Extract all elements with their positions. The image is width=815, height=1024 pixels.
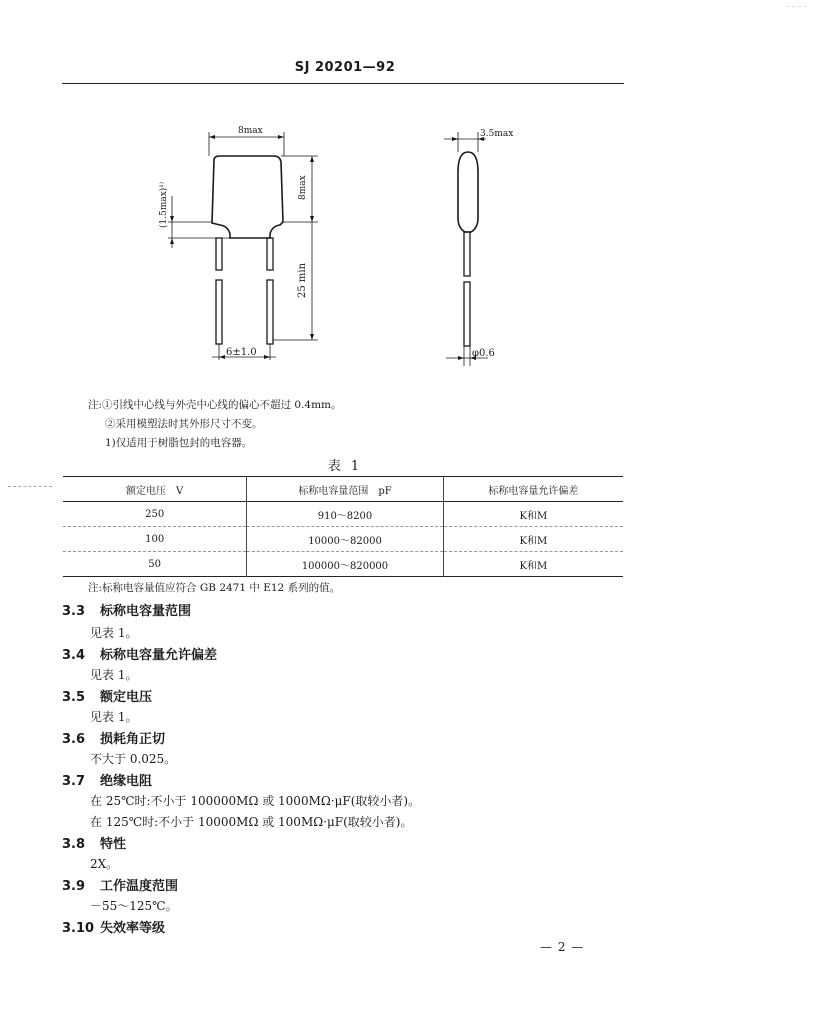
section-heading <box>62 644 217 663</box>
section-number: 3.8 <box>62 837 86 852</box>
figure-notes <box>88 396 342 453</box>
section-number: 3.9 <box>62 879 86 894</box>
header-rated-voltage: 额定电压 V <box>63 477 247 502</box>
section-body: 在 125℃时:不小于 10000MΩ 或 100MΩ·μF(取较小者)。 <box>90 815 413 829</box>
table-row <box>63 552 623 577</box>
shoulder-height-label: (1.5max)¹⁾ <box>159 181 169 228</box>
section-number: 3.10 <box>62 921 95 936</box>
section-body: －55～125℃。 <box>90 899 178 913</box>
section-number: 3.5 <box>62 690 86 705</box>
note-line-1 <box>88 396 342 415</box>
section-number: 3.6 <box>62 732 86 747</box>
lead-spacing-label: 6±1.0 <box>226 347 257 358</box>
header-tolerance: 标称电容量允许偏差 <box>488 485 579 497</box>
section-number: 3.4 <box>62 648 86 663</box>
section-heading <box>62 875 178 894</box>
cell-range: 10000～82000 <box>247 527 443 552</box>
cell-range: 910～8200 <box>247 502 443 527</box>
spec-table <box>63 476 623 577</box>
cell-range: 100000～820000 <box>247 552 443 577</box>
section-body: 见表 1。 <box>90 668 138 682</box>
section-title: 标称电容量允许偏差 <box>100 648 218 663</box>
table-caption: 表 1 <box>327 459 363 474</box>
cell-voltage: 100 <box>63 527 247 552</box>
section-body: 见表 1。 <box>90 710 138 724</box>
page-number: — 2 — <box>540 940 585 954</box>
capacitor-outline-drawing <box>0 0 815 400</box>
note-item: ①引线中心线与外壳中心线的偏心不超过 0.4mm。 <box>102 399 342 411</box>
section-title: 特性 <box>100 837 127 852</box>
table-row <box>63 527 623 552</box>
scan-artifact-mark: ·· ·· ·· ·· <box>786 4 807 11</box>
note-line-2 <box>88 415 342 434</box>
front-width-label: 8max <box>238 126 263 136</box>
section-heading <box>62 917 165 936</box>
note-prefix: 注: <box>88 399 103 411</box>
section-title: 绝缘电阻 <box>100 774 153 789</box>
side-thickness-label: 3.5max <box>480 129 514 139</box>
lead-diameter-label: φ0.6 <box>472 348 495 359</box>
section-title: 失效率等级 <box>100 921 166 936</box>
section-heading <box>62 833 126 852</box>
cell-voltage: 50 <box>63 552 247 577</box>
note-item: ②采用模塑法时其外形尺寸不变。 <box>105 418 263 430</box>
section-body: 不大于 0.025。 <box>90 752 177 766</box>
front-height-label: 8max <box>298 175 308 200</box>
cell-tolerance: K和M <box>519 560 548 572</box>
note-item: 1)仅适用于树脂包封的电容器。 <box>105 437 253 449</box>
note-line-3 <box>88 434 342 453</box>
section-heading <box>62 770 152 789</box>
document-code: SJ 20201—92 <box>294 60 396 75</box>
section-title: 损耗角正切 <box>100 732 166 747</box>
cell-tolerance: K和M <box>519 510 548 522</box>
section-body: 在 25℃时:不小于 100000MΩ 或 1000MΩ·μF(取较小者)。 <box>90 794 421 808</box>
table-note: 注:标称电容量值应符合 GB 2471 中 E12 系列的值。 <box>88 582 341 594</box>
header-capacitance-range: 标称电容量范围 pF <box>247 477 443 502</box>
section-title: 额定电压 <box>100 690 153 705</box>
cell-tolerance: K和M <box>519 535 548 547</box>
section-number: 3.3 <box>62 604 86 619</box>
section-heading <box>62 600 191 619</box>
section-heading <box>62 686 152 705</box>
lead-length-label: 25 min <box>297 262 308 298</box>
section-title: 标称电容量范围 <box>100 604 192 619</box>
table-row <box>63 502 623 527</box>
section-title: 工作温度范围 <box>100 879 179 894</box>
section-body: 2X。 <box>90 857 119 871</box>
margin-dash-mark <box>8 486 52 487</box>
cell-voltage: 250 <box>63 502 247 527</box>
section-body: 见表 1。 <box>90 626 138 640</box>
table-header-row <box>63 477 623 502</box>
section-heading <box>62 728 165 747</box>
section-number: 3.7 <box>62 774 86 789</box>
